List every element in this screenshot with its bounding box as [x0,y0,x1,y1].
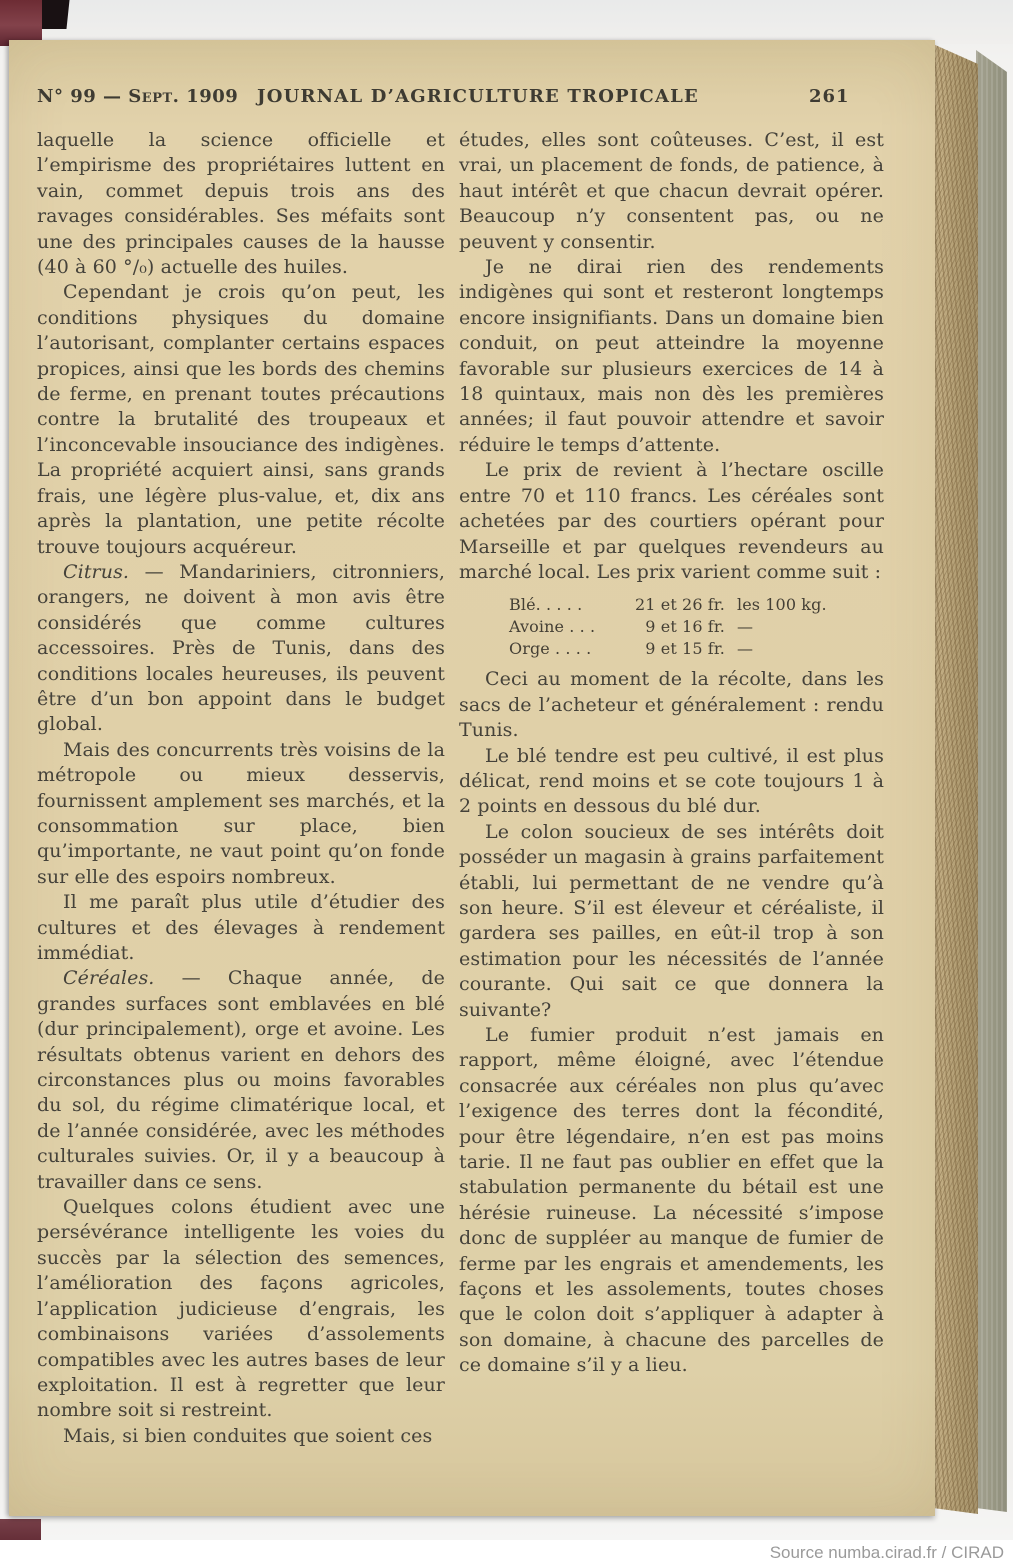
paragraph-lead-italic: Céréales. [63,967,155,990]
price-value: 9 et 15 fr. [645,639,725,659]
paragraph: laquelle la science officielle et l’empirisme des propriétaires luttent en vain, commet depuis trois ans des ravages considérables. Ses méfaits sont une des principales causes de la hausse (40 à 60 °/₀) actuelle des huiles. [37,129,445,279]
paragraph-lead-italic: Citrus. [63,560,130,583]
paragraph: Mais des concurrents très voisins de la métropole ou mieux desservis, fournissent amplement ses marchés, et la consommation sur place, bien qu’importante, ne vaut point qu’on fonde sur elle des espoirs nombreux. [37,738,445,888]
paragraph: Ceci au moment de la récolte, dans les sacs de l’acheteur et généralement : rendu Tunis. [459,668,884,742]
price-row [509,594,884,616]
paragraph: Je ne dirai rien des rendements indigènes qui sont et resteront longtemps encore insignifiants. Dans un domaine bien conduit, on peut atteindre la moyenne favorable sur plusieurs exercices de 14 à 18 quintaux, mais non dès les premières années; il faut pouvoir attendre et savoir réduire le temps d’attente. [459,256,884,456]
paragraph [37,966,445,1195]
right-column [459,128,884,1379]
page-stack-edge-speckled [933,26,978,1514]
price-label: Blé. . . . . [509,595,583,615]
price-value: 9 et 16 fr. [645,617,725,637]
attribution-text: Source numba.cirad.fr / CIRAD [769,1543,1004,1562]
journal-page [9,40,935,1516]
page-number: 261 [809,86,850,107]
paragraph: Le fumier produit n’est jamais en rapport, même éloigné, avec l’étendue consacrée aux céréales non plus qu’avec l’exigence des terres dont la fécondité, pour être légendaire, n’en est pas moins tarie. Il ne faut pas oublier en effet que la stabulation permanente du bétail est une hérésie ruineuse. La nécessité s’impose donc de suppléer au manque de fumier de ferme par les engrais et amendements, les façons et les assolements, toutes choses que le colon doit s’appliquer à adapter à son domaine, à chacune des parcelles de ce domaine s’il y a lieu. [459,1024,884,1377]
scanner-background [0,0,1013,44]
paragraph [37,560,445,738]
paragraph: Le prix de revient à l’hectare oscille entre 70 et 110 francs. Les céréales sont achetées par des courtiers opérant pour Marseille et par quelques revendeurs au marché local. Les prix varient comme suit : [459,459,884,583]
left-column [37,128,445,1449]
paragraph-text: — Mandariniers, citronniers, orangers, ne doivent à mon avis être considérés que comme cultures accessoires. Près de Tunis, dans des conditions locales heureuses, ils peuvent être d’un bon appoint dans le budget global. [37,560,445,736]
paragraph: Cependant je crois qu’on peut, les conditions physiques du domaine l’autorisant, complanter certains espaces propices, ainsi que les bords des chemins de ferme, en prenant toutes précautions contre la brutalité des troupeaux et l’inconcevable insouciance des indigènes. La propriété acquiert ainsi, sans grands frais, une légère plus-value, et, dix ans après la plantation, une petite récolte trouve toujours acquéreur. [37,281,445,558]
paragraph: Le blé tendre est peu cultivé, il est plus délicat, rend moins et se cote toujours 1 à 2 points en dessous du blé dur. [459,744,884,818]
price-unit: — [737,617,754,637]
price-label: Orge . . . . [509,639,592,659]
journal-title: JOURNAL D’AGRICULTURE TROPICALE [257,86,699,107]
paragraph: études, elles sont coûteuses. C’est, il est vrai, un placement de fonds, de patience, à haut intérêt et que chacun devrait opérer. Beaucoup n’y consentent pas, ou ne peuvent y consentir. [459,129,884,253]
price-table [509,594,884,660]
price-unit: les 100 kg. [737,595,827,615]
paragraph-text: — Chaque année, de grandes surfaces sont emblavées en blé (dur principalement), orge et avoine. Les résultats obtenus varient en dehors des circonstances plus ou moins favorables du sol, du régime climatérique local, et de l’année considérée, avec les méthodes culturales suivies. Or, il y a beaucoup à travailler dans ce sens. [37,967,445,1193]
price-row [509,616,884,638]
scan-footer [0,1540,1013,1566]
paragraph: Quelques colons étudient avec une persévérance intelligente les voies du succès par la sélection des semences, l’amélioration des façons agricoles, l’application judicieuse d’engrais, les combinaisons variées d’assolements compatibles avec les autres bases de leur exploitation. Il est à regretter que leur nombre soit si restreint. [37,1196,445,1422]
paragraph: Il me paraît plus utile d’étudier des cultures et des élevages à rendement immédiat. [37,891,445,964]
paragraph: Le colon soucieux de ses intérêts doit posséder un magasin à grains parfaitement établi, lui permettant de ne vendre qu’à son heure. S’il est éleveur et céréaliste, il gardera ses pailles, en eût-il trop à son estimation pour les nécessités de l’année courante. Qui sait ce que donnera la suivante? [459,820,884,1021]
issue-label: N° 99 — Sept. 1909 [37,86,239,107]
price-label: Avoine . . . [509,617,596,637]
page-header [9,86,935,112]
price-unit: — [737,639,754,659]
price-value: 21 et 26 fr. [635,595,725,615]
paragraph: Mais, si bien conduites que soient ces [63,1424,433,1447]
price-row [509,638,884,660]
page-stack-edge-outer [976,20,1007,1512]
